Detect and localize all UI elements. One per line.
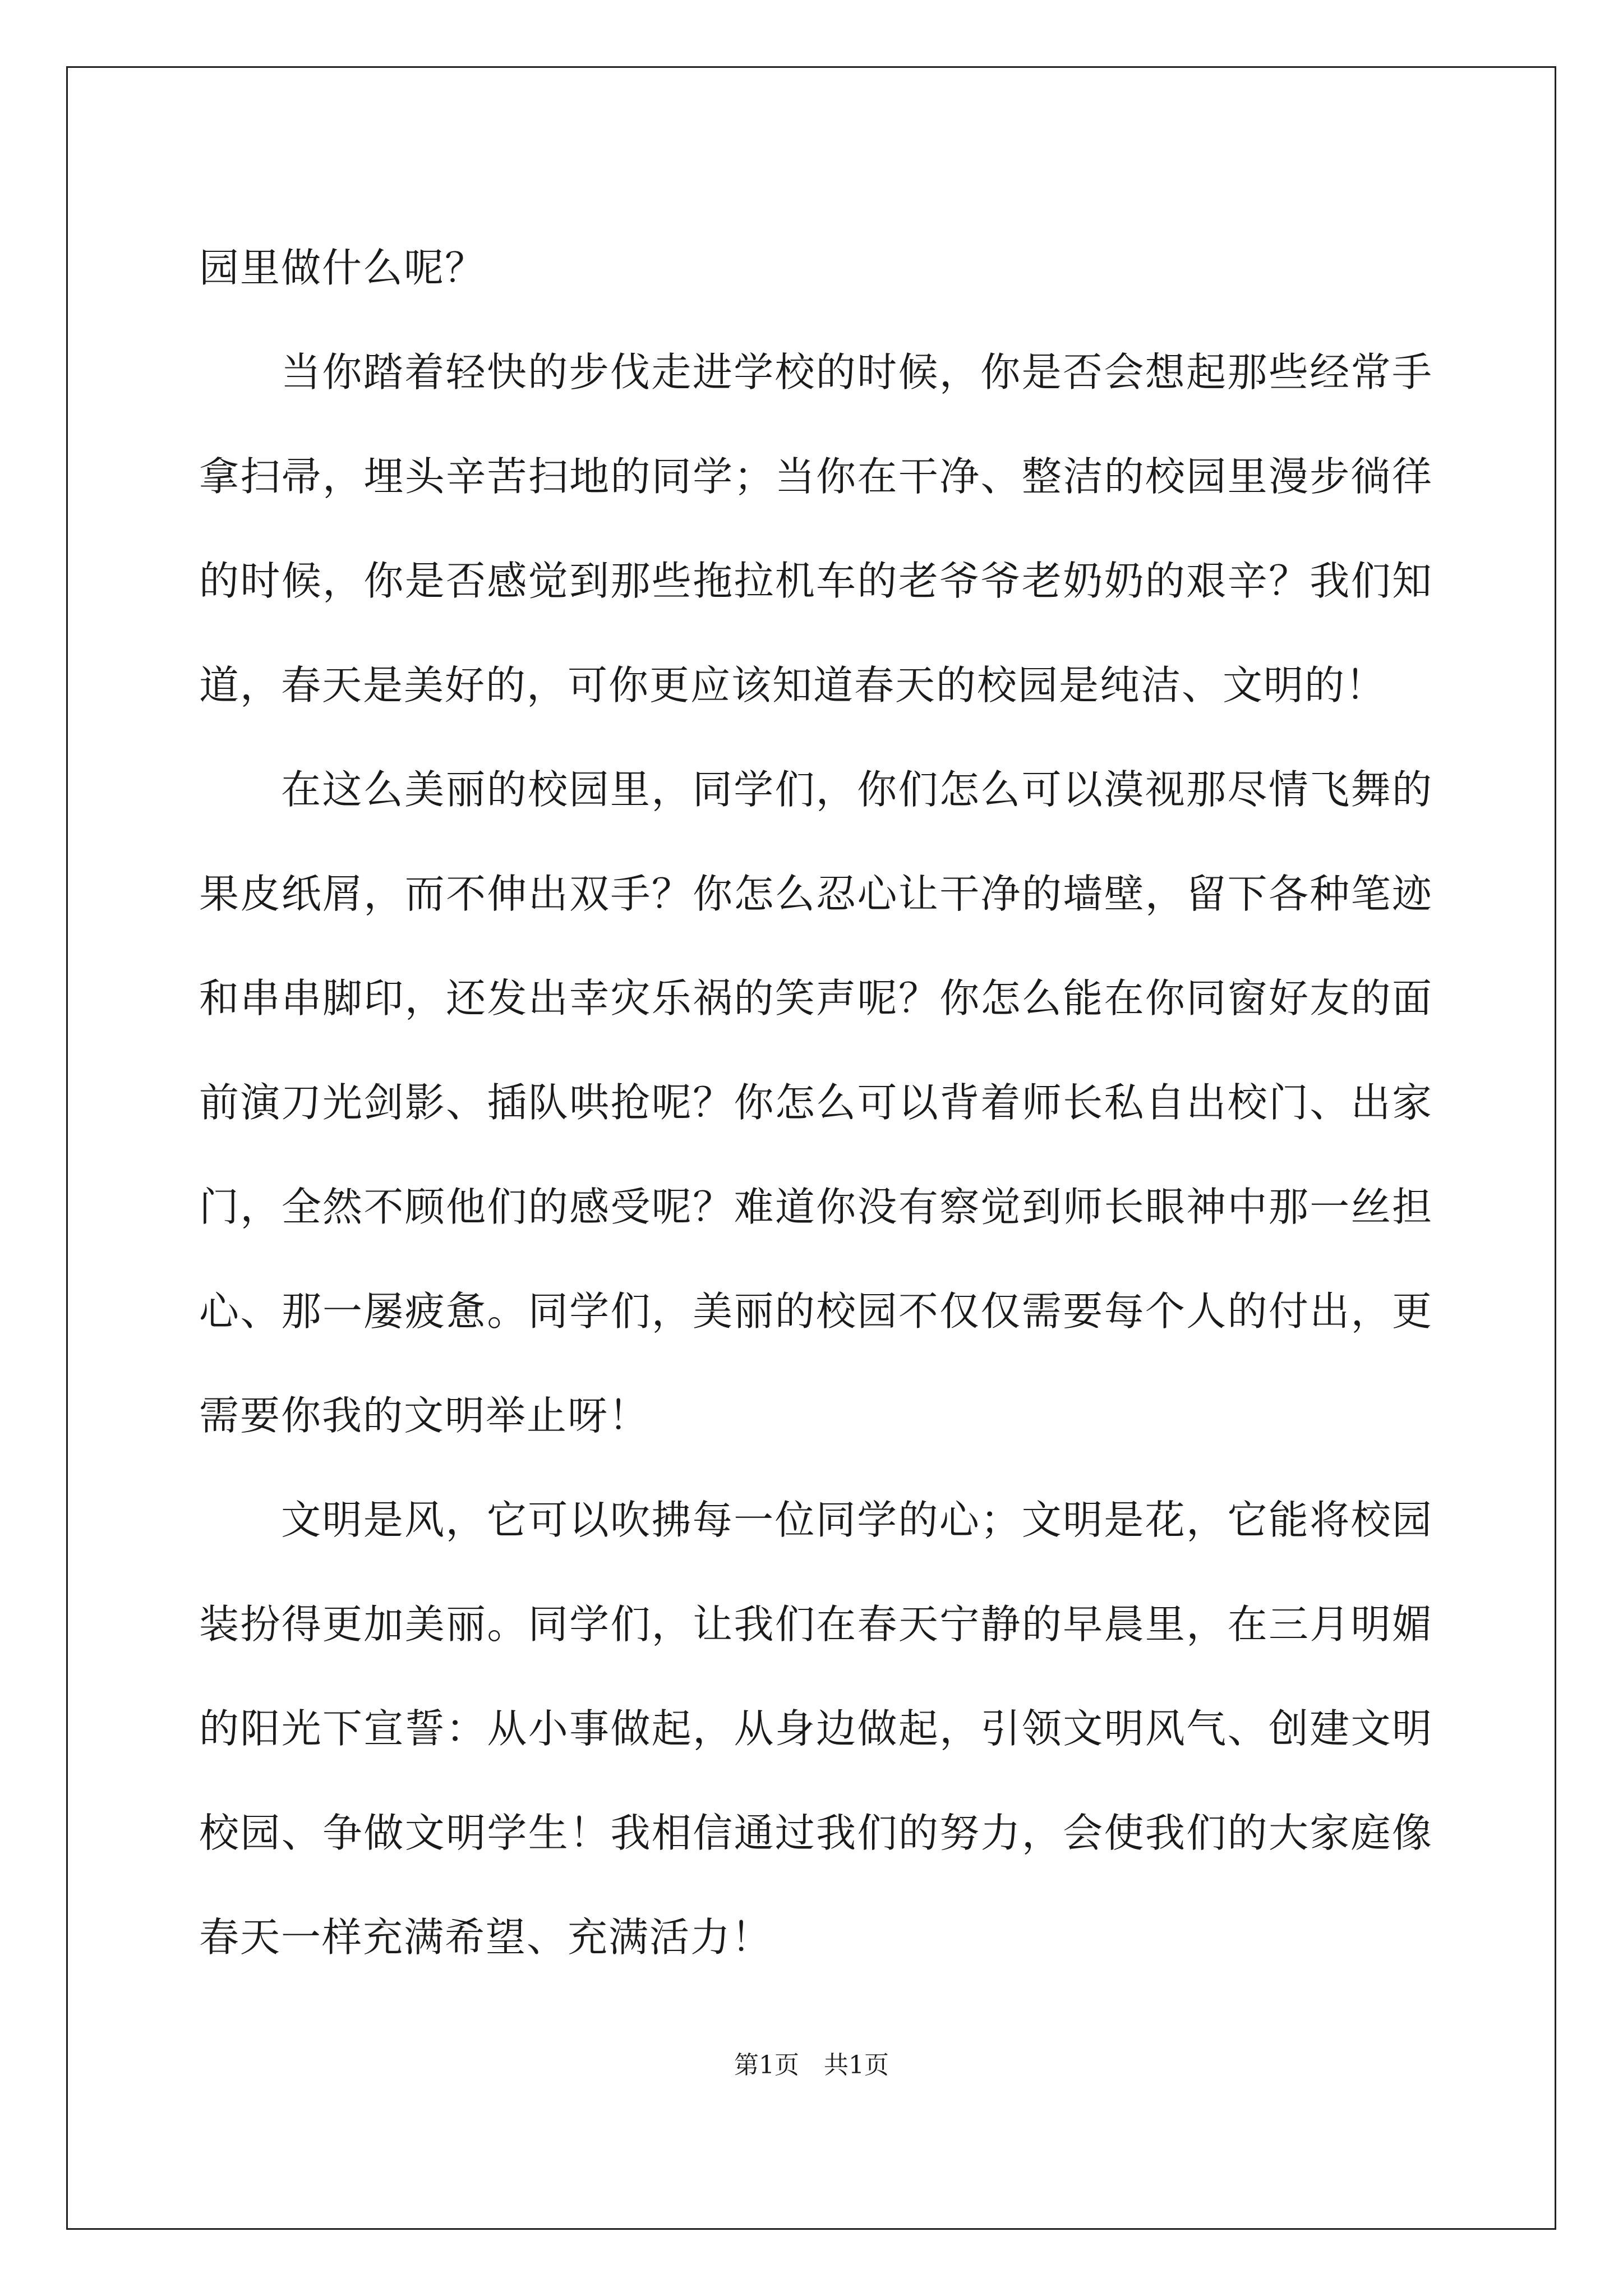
paragraph: 文明是风，它可以吹拂每一位同学的心；文明是花，它能将校园装扮得更加美丽。同学们，让我们在春天宁静的早晨里，在三月明媚的阳光下宣誓：从小事做起，从身边做起，引领文明风气、创建文明校园、争做文明学生！我相信通过我们的努力，会使我们的大家庭像春天一样充满希望、充满活力！ [199,1497,1433,1961]
document-body [199,216,1433,1990]
paragraph: 当你踏着轻快的步伐走进学校的时候，你是否会想起那些经常手拿扫帚，埋头辛苦扫地的同学；当你在干净、整洁的校园里漫步徜徉的时候，你是否感觉到那些拖拉机车的老爷爷老奶奶的艰辛？我们知道，春天是美好的，可你更应该知道春天的校园是纯洁、文明的！ [199,349,1433,708]
paragraph: 园里做什么呢？ [199,245,486,291]
page-number-footer: 第1页 共1页 [734,2051,889,2079]
paragraph: 在这么美丽的校园里，同学们，你们怎么可以漠视那尽情飞舞的果皮纸屑，而不伸出双手？你怎么忍心让干净的墙壁，留下各种笔迹和串串脚印，还发出幸灾乐祸的笑声呢？你怎么能在你同窗好友的面前演刀光剑影、插队哄抢呢？你怎么可以背着师长私自出校门、出家门，全然不顾他们的感受呢？难道你没有察觉到师长眼神中那一丝担心、那一屡疲惫。同学们，美丽的校园不仅仅需要每个人的付出，更需要你我的文明举止呀！ [199,766,1433,1439]
